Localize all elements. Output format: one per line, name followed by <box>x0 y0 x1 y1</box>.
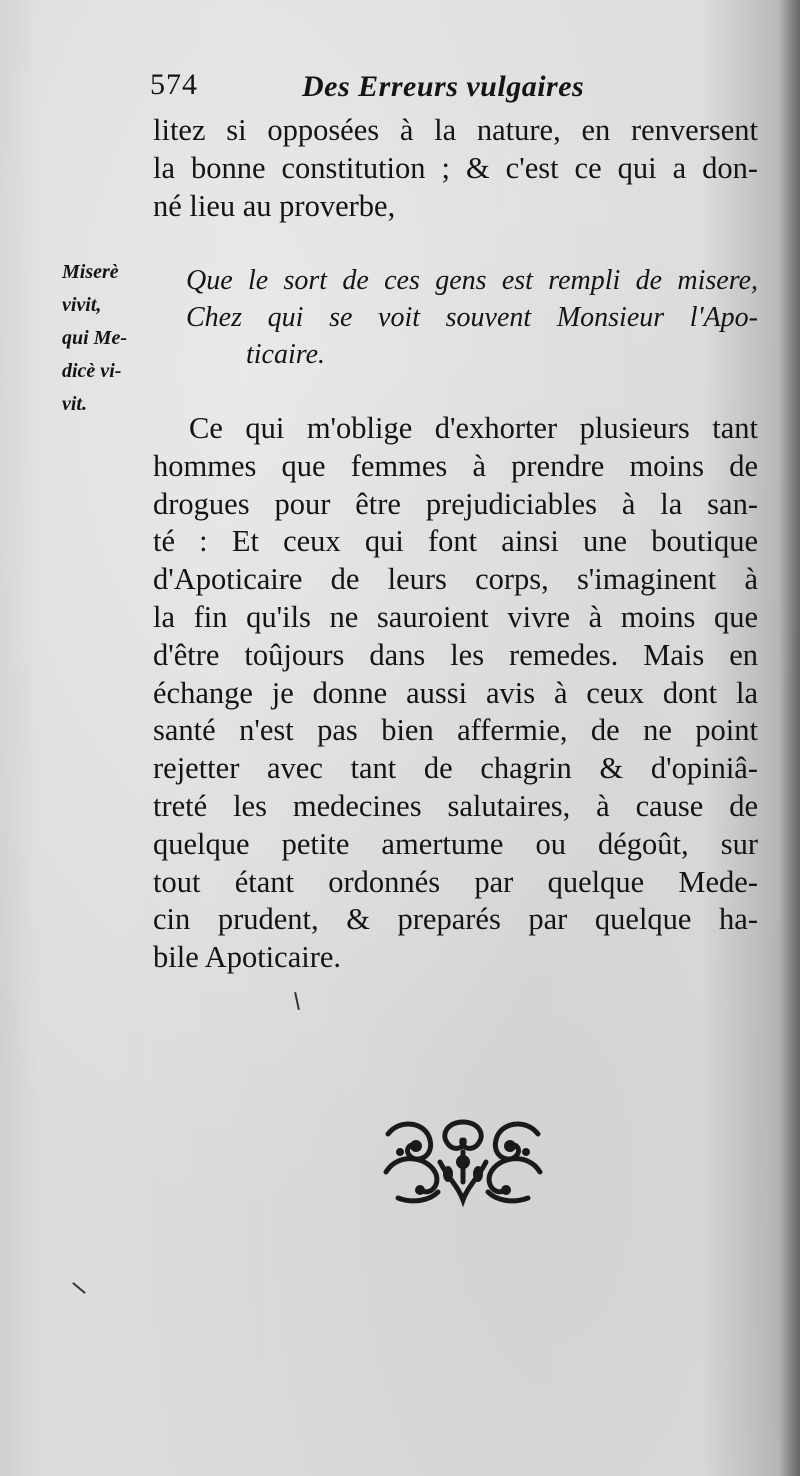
paragraph-line: santé n'est pas bien affermie, de ne point <box>153 713 758 748</box>
paragraph-line: d'être toûjours dans les remedes. Mais en <box>153 637 758 672</box>
main-paragraph <box>153 410 758 977</box>
paragraph-line: rejetter avec tant de chagrin & d'opiniâ- <box>153 751 758 786</box>
continuation-text <box>153 112 758 225</box>
text-line: la bonne constitution ; & c'est ce qui a don- <box>153 150 758 185</box>
running-title: Des Erreurs vulgaires <box>302 70 585 103</box>
marginal-note-line: dicè vi- <box>62 360 122 382</box>
paragraph-line: hommes que femmes à prendre moins de <box>153 448 758 483</box>
paragraph-line: tout étant ordonnés par quelque Mede- <box>153 864 758 899</box>
stray-ink-mark <box>72 1282 86 1294</box>
text-line: né lieu au proverbe, <box>153 188 396 223</box>
stray-ink-mark <box>294 992 300 1010</box>
marginal-note-line: qui Me- <box>62 327 127 349</box>
paragraph-line: cin prudent, & preparés par quelque ha- <box>153 902 758 937</box>
text-line: litez si opposées à la nature, en renversent <box>153 113 758 147</box>
paragraph-line: échange je donne aussi avis à ceux dont la <box>153 675 758 710</box>
paragraph-line: la fin qu'ils ne sauroient vivre à moins que <box>153 599 758 634</box>
spine-shadow <box>778 0 800 1476</box>
paragraph-line: quelque petite amertume ou dégoût, sur <box>153 826 758 861</box>
page-header <box>150 68 630 112</box>
verse-line: Que le sort de ces gens est rempli de misere, <box>186 265 758 296</box>
marginal-note-line: vit. <box>62 393 87 415</box>
fleuron-ornament-icon <box>378 1112 548 1208</box>
paragraph-line: drogues pour être prejudiciables à la san- <box>153 486 758 521</box>
marginal-note-line: vivit, <box>62 294 102 316</box>
paragraph-line: té : Et ceux qui font ainsi une boutique <box>153 524 758 559</box>
paragraph-line: bile Apoticaire. <box>153 940 342 975</box>
paragraph-line: treté les medecines salutaires, à cause de <box>153 788 758 823</box>
paragraph-line: d'Apoticaire de leurs corps, s'imaginent à <box>153 562 758 597</box>
marginal-note <box>62 256 152 421</box>
verse-line: Chez qui se voit souvent Monsieur l'Apo- <box>186 302 758 333</box>
page-number: 574 <box>150 68 198 101</box>
paragraph-line: Ce qui m'oblige d'exhorter plusieurs tant <box>189 411 758 445</box>
verse-quote <box>186 262 758 373</box>
verse-line: ticaire. <box>246 339 326 370</box>
marginal-note-line: Miserè <box>62 261 119 283</box>
